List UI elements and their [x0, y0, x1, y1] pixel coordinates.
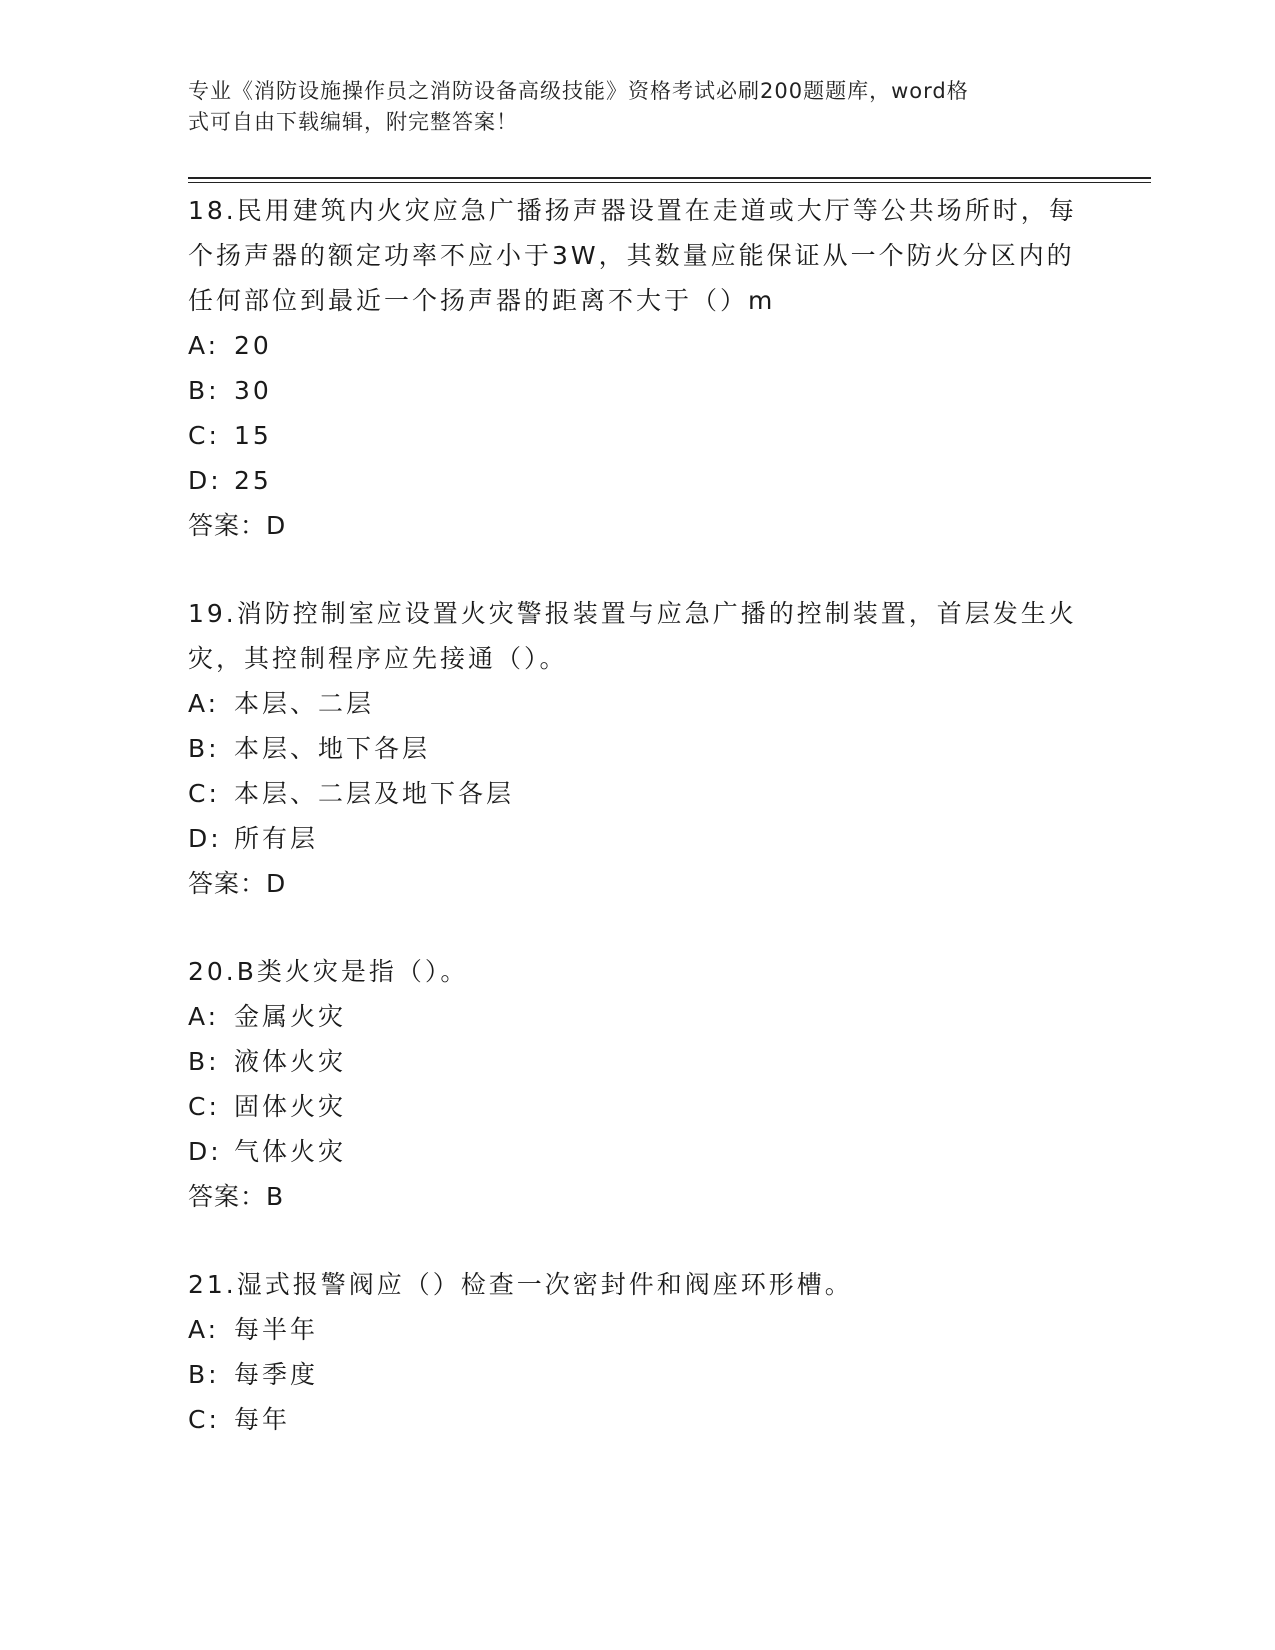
option-b — [188, 1039, 1088, 1084]
option-text: 所有层 — [234, 824, 319, 853]
option-key: A: — [188, 1315, 220, 1344]
option-key: C: — [188, 1092, 220, 1121]
header-divider-thick — [188, 177, 1151, 179]
option-text: 每半年 — [234, 1315, 319, 1344]
option-key: B: — [188, 1360, 220, 1389]
option-a — [188, 323, 1088, 368]
option-text: 30 — [234, 376, 272, 405]
option-d — [188, 1129, 1088, 1174]
option-key: C: — [188, 779, 220, 808]
option-text: 固体火灾 — [234, 1092, 347, 1121]
question-21 — [188, 1262, 1088, 1442]
option-text: 25 — [234, 466, 272, 495]
option-b — [188, 726, 1088, 771]
option-key: C: — [188, 421, 220, 450]
option-c — [188, 771, 1088, 816]
header-line-1: 专业《消防设施操作员之消防设备高级技能》资格考试必刷200题题库，word格 — [188, 79, 969, 103]
option-text: 气体火灾 — [234, 1137, 347, 1166]
option-text: 金属火灾 — [234, 1002, 347, 1031]
question-18 — [188, 188, 1088, 548]
option-c — [188, 1084, 1088, 1129]
option-key: D: — [188, 1137, 222, 1166]
option-b — [188, 1352, 1088, 1397]
option-text: 每季度 — [234, 1360, 319, 1389]
question-stem: 18.民用建筑内火灾应急广播扬声器设置在走道或大厅等公共场所时，每个扬声器的额定功率不应小于3W，其数量应能保证从一个防火分区内的任何部位到最近一个扬声器的距离不大于（）m — [188, 196, 1077, 315]
header-line-2: 式可自由下载编辑，附完整答案！ — [188, 110, 518, 134]
answer-text: 答案：D — [188, 869, 287, 898]
option-key: B: — [188, 376, 220, 405]
question-list — [188, 188, 1088, 1442]
option-key: B: — [188, 734, 220, 763]
question-19 — [188, 591, 1088, 906]
option-a — [188, 681, 1088, 726]
option-key: D: — [188, 466, 222, 495]
option-text: 液体火灾 — [234, 1047, 347, 1076]
option-key: A: — [188, 1002, 220, 1031]
option-c — [188, 413, 1088, 458]
option-text: 20 — [234, 331, 272, 360]
option-d — [188, 816, 1088, 861]
question-20 — [188, 949, 1088, 1219]
question-stem: 20.B类火灾是指（）。 — [188, 957, 469, 986]
option-key: A: — [188, 689, 220, 718]
document-header — [188, 76, 1068, 138]
option-text: 每年 — [234, 1405, 291, 1434]
option-a — [188, 1307, 1088, 1352]
option-b — [188, 368, 1088, 413]
question-stem: 19.消防控制室应设置火灾警报装置与应急广播的控制装置，首层发生火灾，其控制程序应先接通（）。 — [188, 599, 1077, 673]
option-text: 本层、二层及地下各层 — [234, 779, 515, 808]
option-a — [188, 994, 1088, 1039]
header-divider-thin — [188, 182, 1151, 183]
option-key: B: — [188, 1047, 220, 1076]
option-c — [188, 1397, 1088, 1442]
option-text: 本层、地下各层 — [234, 734, 431, 763]
answer-text: 答案：D — [188, 511, 287, 540]
option-d — [188, 458, 1088, 503]
option-key: C: — [188, 1405, 220, 1434]
option-text: 15 — [234, 421, 272, 450]
question-stem: 21.湿式报警阀应（）检查一次密封件和阀座环形槽。 — [188, 1270, 853, 1299]
option-key: A: — [188, 331, 220, 360]
option-text: 本层、二层 — [234, 689, 375, 718]
option-key: D: — [188, 824, 222, 853]
answer-text: 答案：B — [188, 1182, 285, 1211]
